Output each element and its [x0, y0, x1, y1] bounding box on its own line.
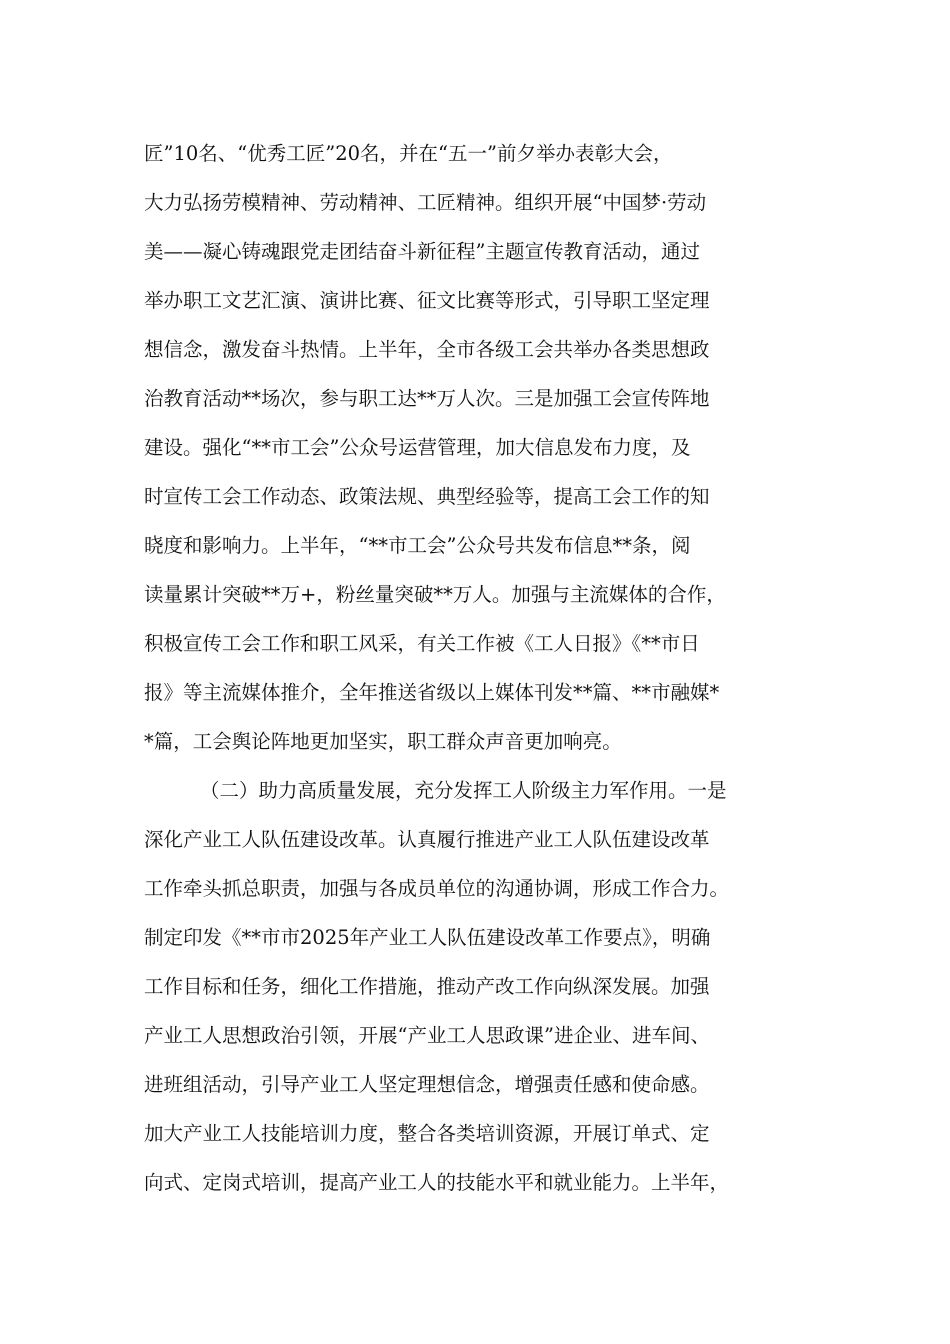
text-line: 加大产业工人技能培训力度，整合各类培训资源，开展订单式、定	[144, 1122, 710, 1145]
text-line: 产业工人思想政治引领，开展“产业工人思政课”进企业、进车间、	[144, 1024, 710, 1047]
section-heading-line: （二）助力高质量发展，充分发挥工人阶级主力军作用。一是	[200, 779, 727, 802]
text-line: 想信念，激发奋斗热情。上半年，全市各级工会共举办各类思想政	[144, 338, 710, 361]
text-line: 读量累计突破**万+，粉丝量突破**万人。加强与主流媒体的合作，	[144, 583, 726, 606]
text-line: 报》等主流媒体推介，全年推送省级以上媒体刊发**篇、**市融媒*	[144, 681, 720, 704]
text-line: 时宣传工会工作动态、政策法规、典型经验等，提高工会工作的知	[144, 485, 710, 508]
text-line: 匠”10名、“优秀工匠”20名，并在“五一”前夕举办表彰大会，	[144, 142, 673, 165]
text-line: 建设。强化“**市工会”公众号运营管理，加大信息发布力度，及	[144, 436, 691, 459]
text-line: 进班组活动，引导产业工人坚定理想信念，增强责任感和使命感。	[144, 1073, 710, 1096]
text-line: *篇，工会舆论阵地更加坚实，职工群众声音更加响亮。	[144, 730, 622, 753]
text-line: 大力弘扬劳模精神、劳动精神、工匠精神。组织开展“中国梦·劳动	[144, 191, 707, 214]
text-line: 治教育活动**场次，参与职工达**万人次。三是加强工会宣传阵地	[144, 387, 710, 410]
text-line: 晓度和影响力。上半年，“**市工会”公众号共发布信息**条，阅	[144, 534, 691, 557]
text-line: 美——凝心铸魂跟党走团结奋斗新征程”主题宣传教育活动，通过	[144, 240, 700, 263]
text-line: 深化产业工人队伍建设改革。认真履行推进产业工人队伍建设改革	[144, 828, 710, 851]
text-line: 工作目标和任务，细化工作措施，推动产改工作向纵深发展。加强	[144, 975, 710, 998]
text-line: 工作牵头抓总职责，加强与各成员单位的沟通协调，形成工作合力。	[144, 877, 730, 900]
text-line: 制定印发《**市市2025年产业工人队伍建设改革工作要点》，明确	[144, 926, 711, 949]
text-line: 积极宣传工会工作和职工风采，有关工作被《工人日报》《**市日	[144, 632, 700, 655]
text-line: 向式、定岗式培训，提高产业工人的技能水平和就业能力。上半年，	[144, 1171, 730, 1194]
text-line: 举办职工文艺汇演、演讲比赛、征文比赛等形式，引导职工坚定理	[144, 289, 710, 312]
